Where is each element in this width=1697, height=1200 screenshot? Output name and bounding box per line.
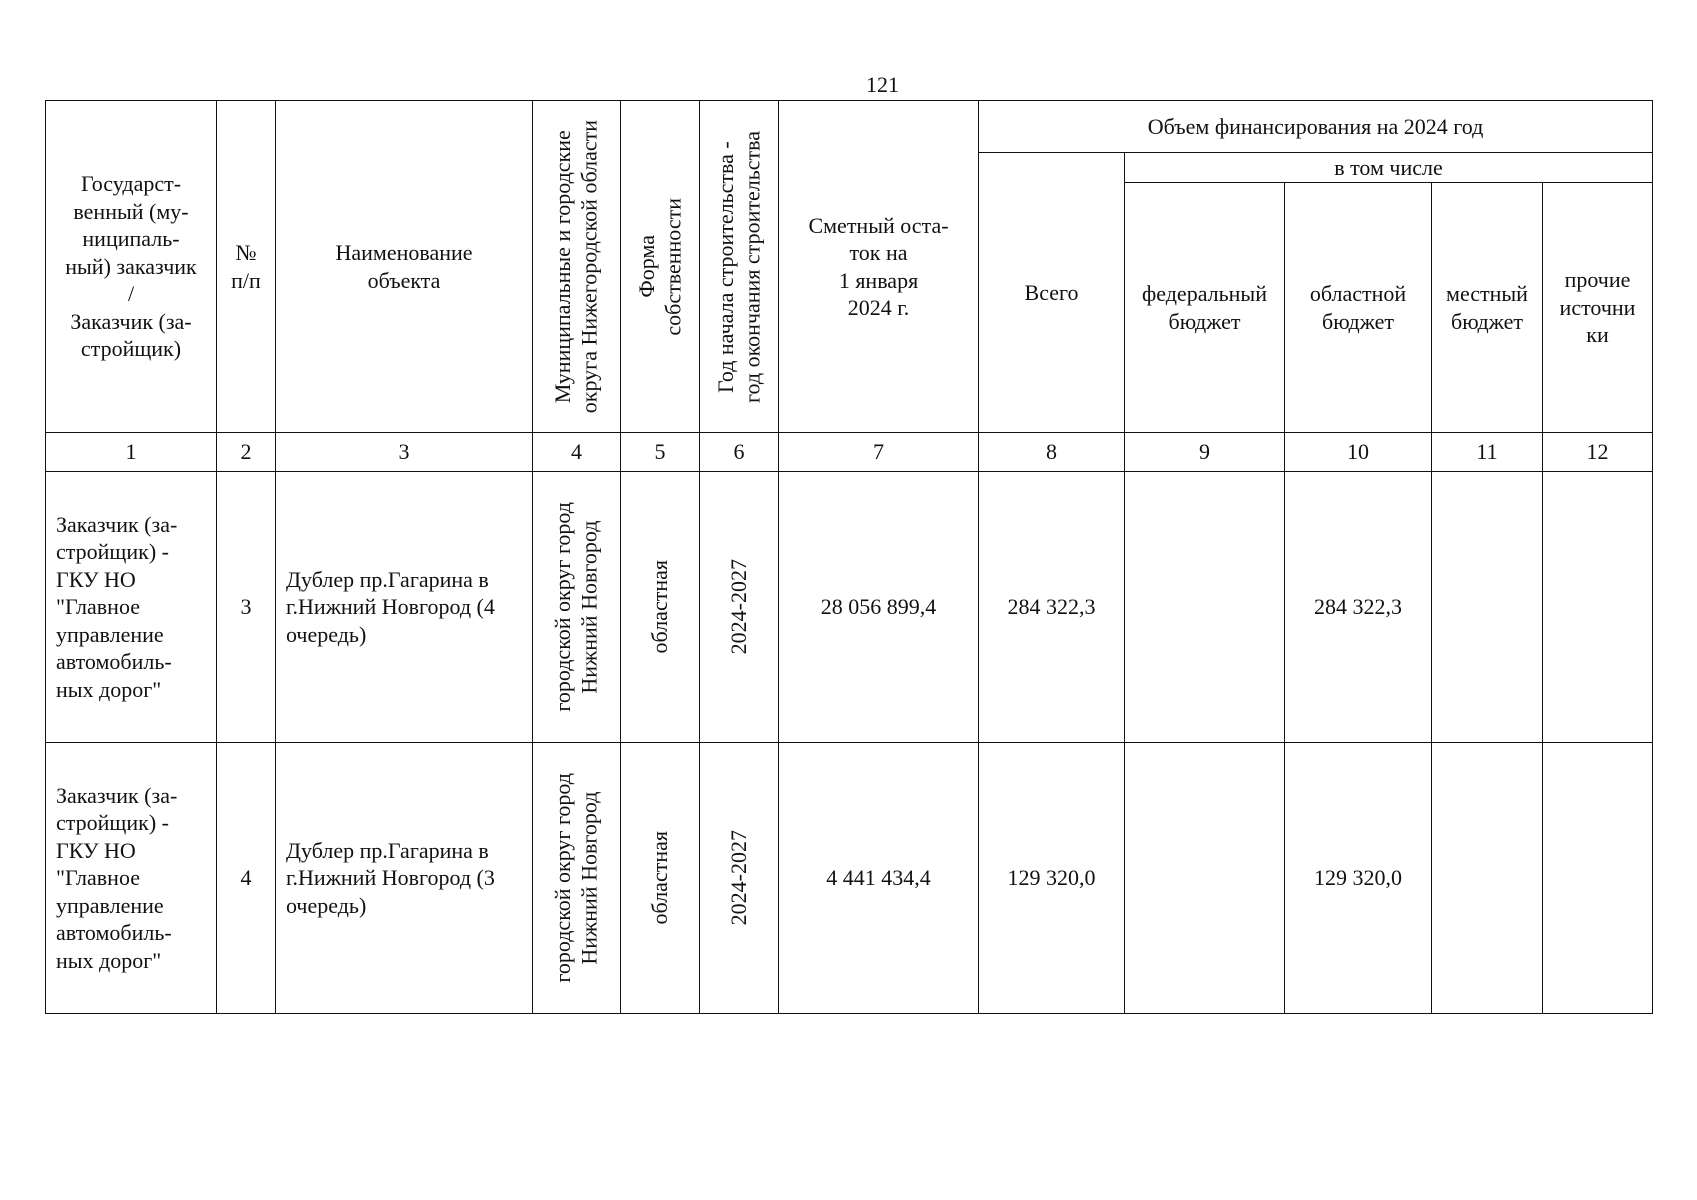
number-cell: 3	[217, 472, 276, 743]
header-object-name: Наименование объекта	[276, 101, 533, 433]
header-total: Всего	[979, 153, 1125, 433]
header-local: местный бюджет	[1432, 183, 1543, 433]
column-number: 8	[979, 433, 1125, 472]
regional-cell: 284 322,3	[1285, 472, 1432, 743]
total-cell: 129 320,0	[979, 743, 1125, 1014]
column-number: 1	[46, 433, 217, 472]
municipality-cell: городской округ город Нижний Новгород	[533, 743, 621, 1014]
customer-cell: Заказчик (за- стройщик) - ГКУ НО "Главное управление автомобиль- ных дорог"	[46, 743, 217, 1014]
local-cell	[1432, 743, 1543, 1014]
column-number-row	[46, 433, 1653, 472]
column-number: 10	[1285, 433, 1432, 472]
financing-table	[45, 100, 1653, 1014]
column-number: 3	[276, 433, 533, 472]
header-estimate: Сметный оста- ток на 1 января 2024 г.	[779, 101, 979, 433]
header-ownership: Форма собственности	[621, 101, 700, 433]
column-number: 12	[1543, 433, 1653, 472]
header-number: № п/п	[217, 101, 276, 433]
estimate-cell: 28 056 899,4	[779, 472, 979, 743]
column-number: 7	[779, 433, 979, 472]
ownership-cell: областная	[621, 472, 700, 743]
column-number: 4	[533, 433, 621, 472]
federal-cell	[1125, 743, 1285, 1014]
header-customer: Государст- венный (му- ниципаль- ный) заказчик / Заказчик (за- стройщик)	[46, 101, 217, 433]
years-cell: 2024-2027	[700, 472, 779, 743]
table-header	[46, 101, 1653, 433]
column-number: 9	[1125, 433, 1285, 472]
column-number: 5	[621, 433, 700, 472]
municipality-cell: городской округ город Нижний Новгород	[533, 472, 621, 743]
header-years: Год начала строительства - год окончания строительства	[700, 101, 779, 433]
object-name-cell: Дублер пр.Гагарина в г.Нижний Новгород (4 очередь)	[276, 472, 533, 743]
estimate-cell: 4 441 434,4	[779, 743, 979, 1014]
regional-cell: 129 320,0	[1285, 743, 1432, 1014]
column-number: 2	[217, 433, 276, 472]
other-cell	[1543, 743, 1653, 1014]
header-including: в том числе	[1125, 153, 1653, 183]
other-cell	[1543, 472, 1653, 743]
header-federal: федеральный бюджет	[1125, 183, 1285, 433]
header-regional: областной бюджет	[1285, 183, 1432, 433]
table-body	[46, 433, 1653, 1014]
total-cell: 284 322,3	[979, 472, 1125, 743]
number-cell: 4	[217, 743, 276, 1014]
object-name-cell: Дублер пр.Гагарина в г.Нижний Новгород (3 очередь)	[276, 743, 533, 1014]
page-number: 121	[866, 72, 899, 97]
header-other: прочие источни ки	[1543, 183, 1653, 433]
column-number: 11	[1432, 433, 1543, 472]
header-financing: Объем финансирования на 2024 год	[979, 101, 1653, 153]
header-municipality: Муниципальные и городские округа Нижегородской области	[533, 101, 621, 433]
table-row	[46, 743, 1653, 1014]
column-number: 6	[700, 433, 779, 472]
ownership-cell: областная	[621, 743, 700, 1014]
customer-cell: Заказчик (за- стройщик) - ГКУ НО "Главное управление автомобиль- ных дорог"	[46, 472, 217, 743]
local-cell	[1432, 472, 1543, 743]
table-row	[46, 472, 1653, 743]
federal-cell	[1125, 472, 1285, 743]
years-cell: 2024-2027	[700, 743, 779, 1014]
